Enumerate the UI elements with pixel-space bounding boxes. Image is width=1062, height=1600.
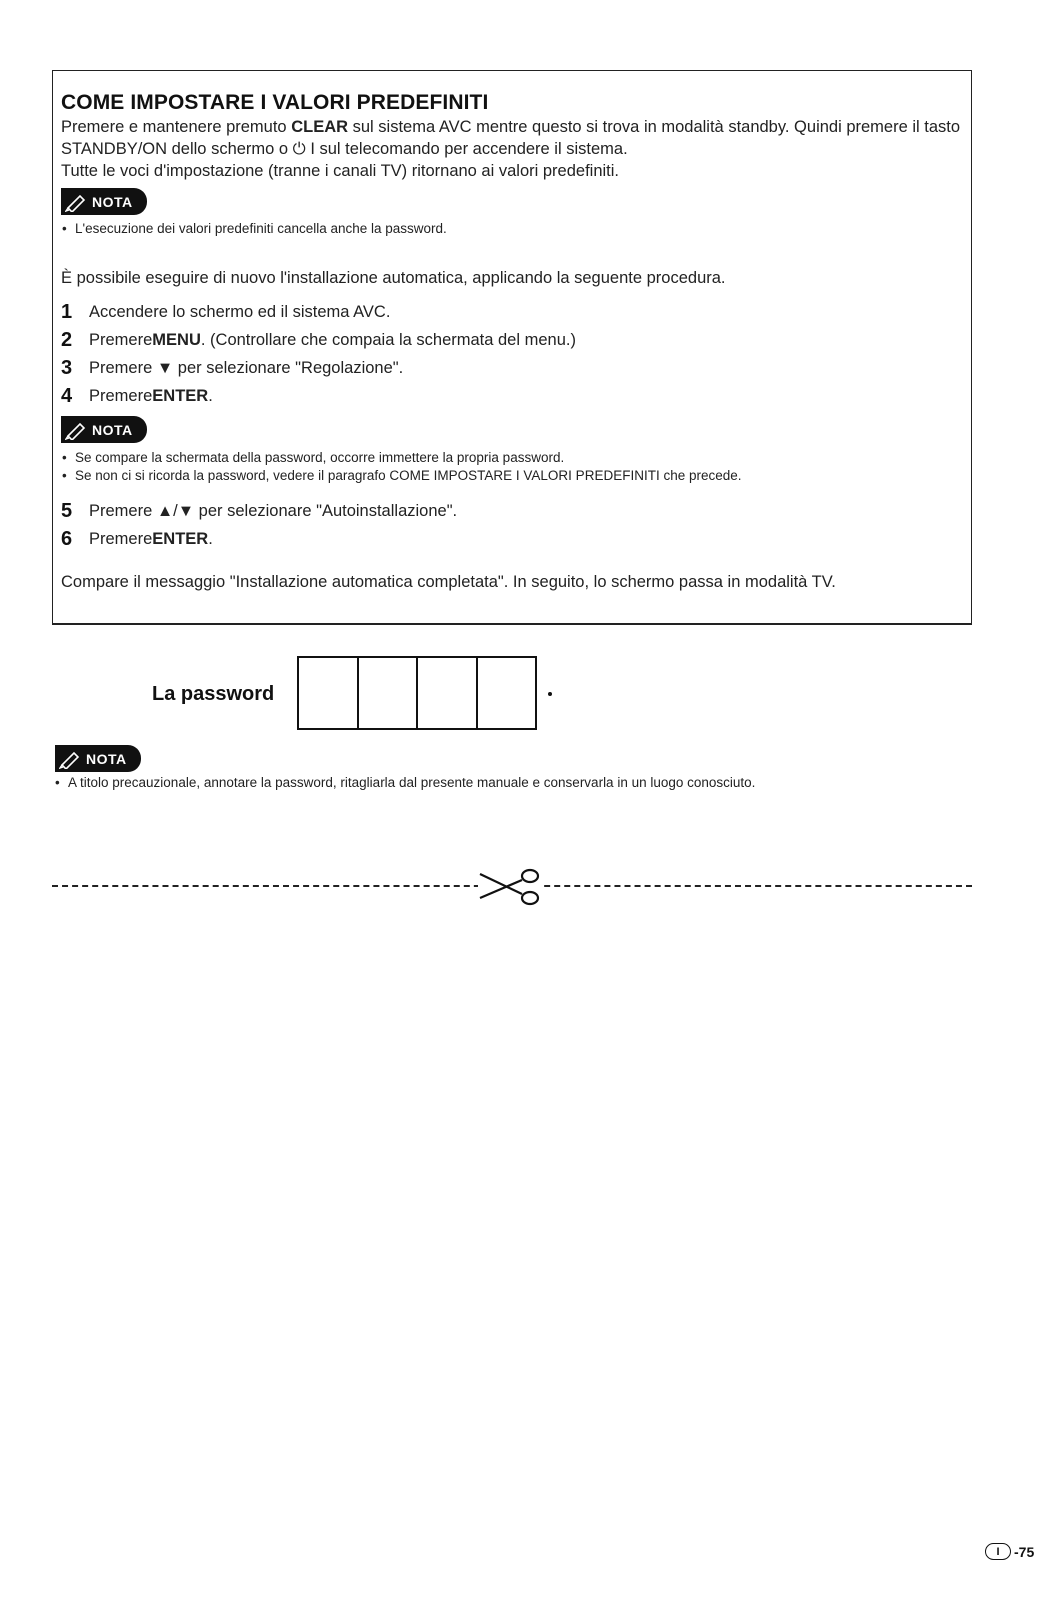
nota-badge: NOTA xyxy=(61,188,147,215)
section-title: COME IMPOSTARE I VALORI PREDEFINITI xyxy=(61,91,489,114)
password-label: La password xyxy=(152,683,275,705)
step-item: 4 Premere ENTER . xyxy=(61,384,213,407)
reinstall-text: È possibile eseguire di nuovo l'installazione automatica, applicando la seguente procedura. xyxy=(61,269,726,287)
note-item: • Se compare la schermata della password, occorre immettere la propria password. xyxy=(61,449,742,467)
note-item: • A titolo precauzionale, annotare la password, ritagliarla dal presente manuale e conservarla in un luogo conosciuto. xyxy=(54,774,755,792)
pencil-icon xyxy=(59,749,83,769)
pencil-icon xyxy=(65,192,89,212)
nota-badge: NOTA xyxy=(55,745,141,772)
language-badge: I xyxy=(985,1543,1011,1560)
nota-badge: NOTA xyxy=(61,416,147,443)
page-number-text: -75 xyxy=(1014,1543,1035,1560)
password-cell xyxy=(478,658,536,728)
step-item: 1 Accendere lo schermo ed il sistema AVC. xyxy=(61,300,391,323)
pencil-icon xyxy=(65,420,89,440)
intro-line3: Tutte le voci d'impostazione (tranne i canali TV) ritornano ai valori predefiniti. xyxy=(61,162,620,180)
intro-text xyxy=(61,116,966,182)
password-cell xyxy=(418,658,478,728)
scissors-icon xyxy=(478,864,542,910)
instruction-box xyxy=(52,70,972,625)
password-boxes xyxy=(297,656,537,730)
page-number xyxy=(985,1543,1034,1560)
note-item: • Se non ci si ricorda la password, vedere il paragrafo COME IMPOSTARE I VALORI PREDEFINITI che precede. xyxy=(61,467,742,485)
steps-list-a xyxy=(61,298,576,410)
note-list-3 xyxy=(54,774,755,792)
final-message: Compare il messaggio "Installazione automatica completata". In seguito, lo schermo passa in modalità TV. xyxy=(61,573,836,591)
step-item: 2 Premere MENU . (Controllare che compaia la schermata del menu.) xyxy=(61,328,576,351)
password-cell xyxy=(359,658,419,728)
clear-key-label: CLEAR xyxy=(291,118,349,136)
intro-paragraph: Premere e mantenere premuto CLEAR sul sistema AVC mentre questo si trova in modalità standby. Quindi premere il tasto STANDBY/ON dello schermo o ⏻ I sul telecomando per accendere il sistema. xyxy=(61,118,961,158)
step-item: 6 Premere ENTER . xyxy=(61,527,213,550)
note-list-1 xyxy=(61,220,447,238)
steps-list-b xyxy=(61,497,457,553)
period-dot xyxy=(548,692,552,696)
password-cell xyxy=(299,658,359,728)
step-item: 3 Premere ▼ per selezionare "Regolazione". xyxy=(61,356,404,379)
note-list-2 xyxy=(61,449,742,485)
note-item: • L'esecuzione dei valori predefiniti cancella anche la password. xyxy=(61,220,447,238)
step-item: 5 Premere ▲/▼ per selezionare "Autoinstallazione". xyxy=(61,499,458,522)
